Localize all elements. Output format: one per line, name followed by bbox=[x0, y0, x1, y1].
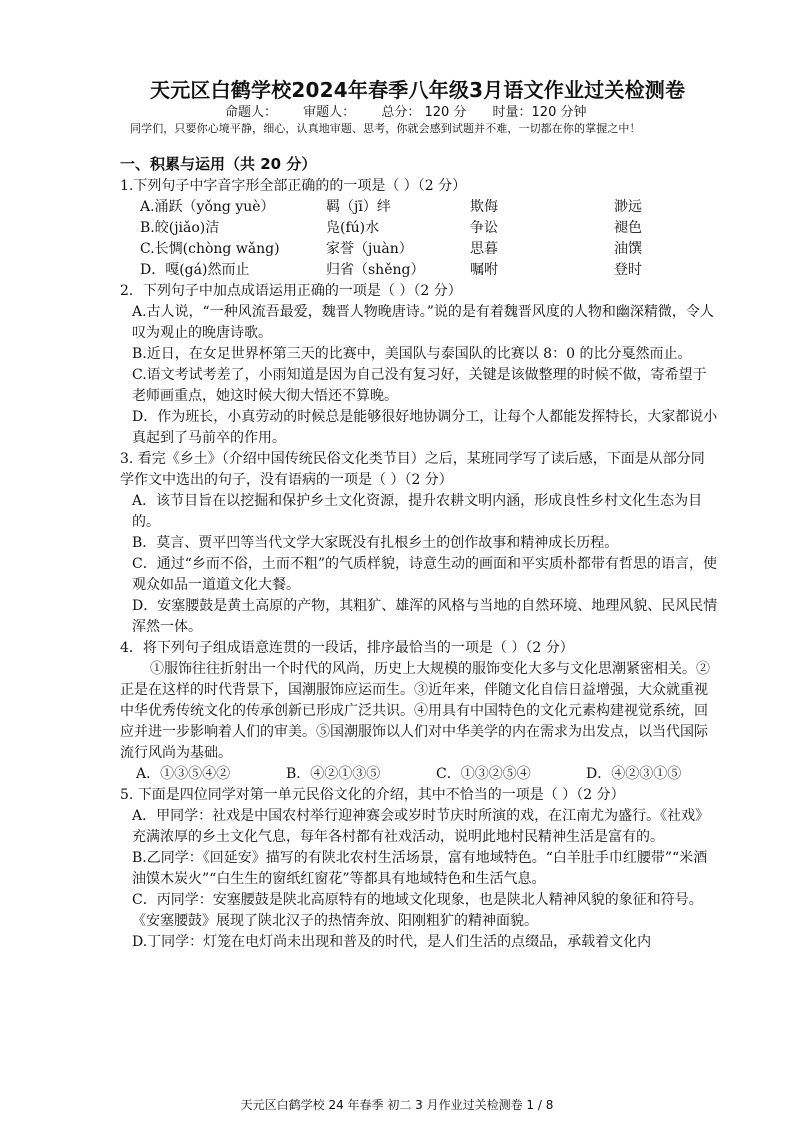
question-3-option-c: C．通过“乡而不俗，土而不粗”的气质样貌，诗意生动的画面和平实质朴都带有哲思的语言，使观众如品一道道文化大餐。 bbox=[132, 556, 718, 593]
question-5-option-a: A．甲同学：社戏是中国农村举行迎神赛会或岁时节庆时所演的戏，在江南尤为盛行。《社戏》充满浓厚的乡土文化气息，每年各村都有社戏活动，说明此地村民精神生活是富有的。 bbox=[132, 808, 710, 845]
exam-notice: 同学们，只要你心境平静，细心，认真地审题、思考，你就会感到试题并不难，一切都在你的掌握之中！ bbox=[130, 122, 641, 135]
exam-title: 天元区白鹤学校2024年春季八年级3月语文作业过关检测卷 bbox=[150, 78, 686, 102]
section-title: 一、积累与运用（共 20 分） bbox=[120, 155, 317, 173]
choice-a: A．①③⑤④② bbox=[136, 766, 231, 782]
question-3-option-d: D．安塞腰鼓是黄土高原的产物，其粗犷、雄浑的风格与当地的自然环境、地理风貌、民风民情浑然一体。 bbox=[132, 598, 718, 635]
option-cell: D．嘎(gá)然而止 bbox=[140, 262, 250, 278]
option-cell: 油馔 bbox=[614, 241, 642, 257]
option-cell: A.涌跃（yǒng yuè） bbox=[140, 199, 275, 215]
option-cell: 欺侮 bbox=[470, 199, 498, 215]
option-cell: 渺远 bbox=[614, 199, 642, 215]
option-cell: 家誉（juàn） bbox=[326, 241, 413, 257]
question-5-option-b: B.乙同学：《回延安》描写的有陕北农村生活场景，富有地域特色。“白羊肚手巾红腰带”“米酒油馍木炭火”“白生生的窗纸红窗花”等都具有地域特色和生活气息。 bbox=[132, 850, 708, 887]
option-cell: B.皎(jiǎo)洁 bbox=[140, 220, 220, 236]
choice-c: C．①③②⑤④ bbox=[436, 766, 531, 782]
exam-meta bbox=[225, 101, 608, 120]
option-cell: 褪色 bbox=[614, 220, 642, 236]
option-cell: 争讼 bbox=[470, 220, 498, 236]
question-5-option-c: C．丙同学：安塞腰鼓是陕北高原特有的地域文化现象，也是陕北人精神风貌的象征和符号。《安塞腰鼓》展现了陕北汉子的热情奔放、阳刚粗犷的精神面貌。 bbox=[132, 892, 703, 929]
reviewer-label: 审题人： bbox=[303, 105, 356, 120]
question-4-choices bbox=[120, 764, 718, 785]
question-1-stem: 1.下列句子中字音字形全部正确的的一项是（ ）（2 分） bbox=[120, 178, 467, 194]
question-2-option-d: D．作为班长，小真劳动的时候总是能够很好地协调分工，让每个人都能发挥特长，大家都说小真起到了马前卒的作用。 bbox=[132, 409, 718, 446]
exam-content bbox=[120, 148, 718, 953]
question-4-stem: 4．将下列句子组成语意连贯的一段话，排序最恰当的一项是（ ）（2 分） bbox=[120, 640, 574, 656]
question-5-stem: 5. 下面是四位同学对第一单元民俗文化的介绍，其中不恰当的一项是（ ）（2 分） bbox=[120, 787, 625, 803]
option-cell: 思暮 bbox=[470, 241, 498, 257]
page-footer: 天元区白鹤学校 24 年春季 初二 3 月作业过关检测卷 1 / 8 bbox=[240, 1098, 554, 1112]
question-2-stem: 2．下列句子中加点成语运用正确的一项是（ ）（2 分） bbox=[120, 283, 462, 299]
question-5-option-d: D.丁同学：灯笼在电灯尚未出现和普及的时代，是人们生活的点缀品，承载着文化内 bbox=[132, 934, 652, 950]
question-3-option-b: B．莫言、贾平凹等当代文学大家既没有扎根乡土的创作故事和精神成长历程。 bbox=[132, 535, 619, 551]
total-score: 总分： 120 分 bbox=[381, 105, 467, 120]
option-cell: 凫(fú)水 bbox=[326, 220, 380, 236]
question-2-option-a: A.古人说，“一种风流吾最爱，魏晋人物晚唐诗。”说的是有着魏晋风度的人物和幽深精微，令人叹为观止的晚唐诗歌。 bbox=[132, 304, 714, 341]
question-4-passage: ①服饰往往折射出一个时代的风尚，历史上大规模的服饰变化大多与文化思潮紧密相关。②正是在这样的时代背景下，国潮服饰应运而生。③近年来，伴随文化自信日益增强，大众就重视中华优秀传统文化的传承创新已形成广泛共识。④用具有中国特色的文化元素构建视觉系统，回应并进一步影响着人们的审美。⑤国潮服饰以人们对中华美学的内在需求为出发点，以当代国际流行风尚为基础。 bbox=[120, 661, 710, 761]
option-cell: 嘱咐 bbox=[470, 262, 498, 278]
time-limit: 时量：120 分钟 bbox=[492, 105, 587, 120]
option-cell: 羁（jī）绊 bbox=[326, 199, 391, 215]
proposer-label: 命题人： bbox=[225, 105, 278, 120]
question-2-option-b: B.近日，在女足世界杯第三天的比赛中，美国队与泰国队的比赛以 8：0 的比分戛然而止。 bbox=[132, 346, 692, 362]
option-cell: C.长惆(chòng wǎng) bbox=[140, 241, 280, 257]
question-3-option-a: A．该节目旨在以挖掘和保护乡土文化资源，提升农耕文明内涵，形成良性乡村文化生态为目的。 bbox=[132, 493, 703, 530]
question-2-option-c: C.语文考试考差了，小雨知道是因为自己没有复习好，关键是该做整理的时候不做，寄希望于老师画重点，她这时候大彻大悟还不算晚。 bbox=[132, 367, 707, 404]
choice-d: D．④②③①⑤ bbox=[586, 766, 682, 782]
question-3-stem: 3. 看完《乡土》（介绍中国传统民俗文化类节目）之后，某班同学写了读后感，下面是从部分同学作文中选出的句子，没有语病的一项是（ ）（2 分） bbox=[120, 451, 705, 488]
choice-b: B．④②①③⑤ bbox=[286, 766, 381, 782]
option-cell: 归省（shěng） bbox=[326, 262, 425, 278]
option-cell: 登时 bbox=[614, 262, 642, 278]
question-1-options bbox=[120, 197, 718, 281]
